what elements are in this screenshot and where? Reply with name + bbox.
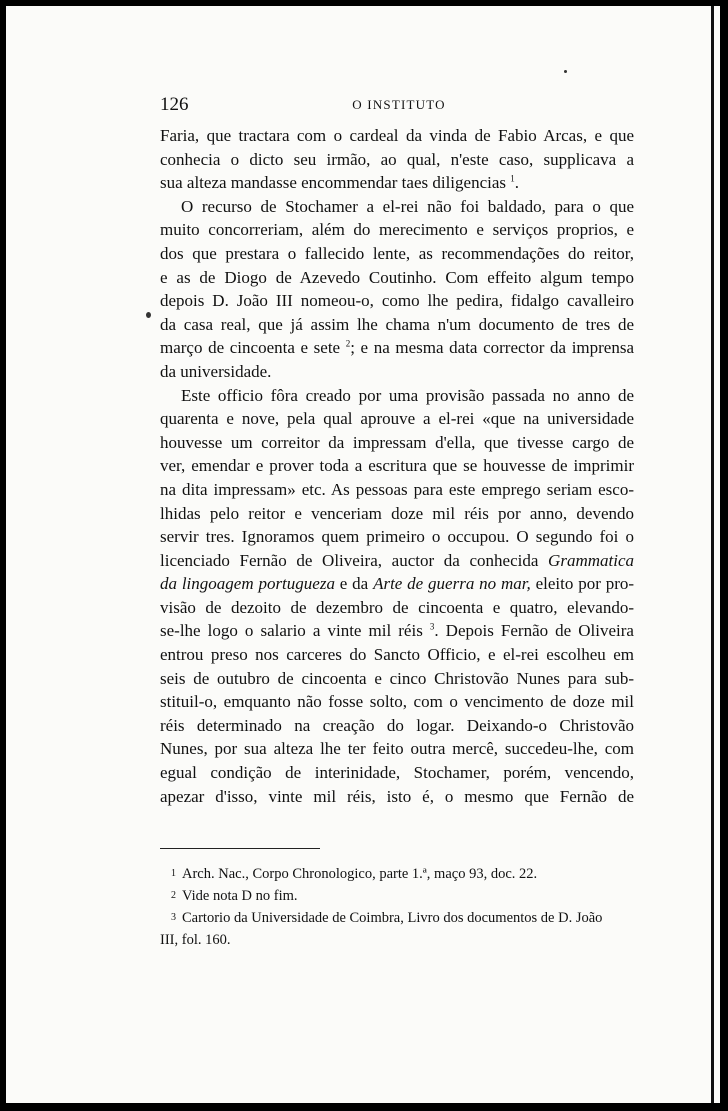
text-segment: sua alteza mandasse encommendar taes diligencias — [160, 173, 506, 193]
footnote-ref: 2 — [345, 338, 351, 349]
footnote-ref: 3 — [429, 621, 435, 632]
text-line: ver, emendar e prover toda a escritura que se houvesse de imprimir — [160, 456, 634, 476]
text-line — [160, 171, 634, 195]
paragraph-2 — [160, 195, 634, 384]
scan-border — [711, 6, 714, 1103]
text-line: entrou preso nos carceres do Sancto Officio, e el-rei escolheu em — [160, 645, 634, 665]
footnote-number: 3 — [171, 912, 176, 923]
text-line — [160, 336, 634, 360]
scan-speck — [146, 312, 151, 318]
text-line: houvesse um correitor da impressam d'ella, que tivesse cargo de — [160, 432, 634, 452]
text-line: visão de dezoito de dezembro de cincoenta e quatro, elevando- — [160, 597, 634, 617]
footnote-text: Vide nota D no fim. — [182, 888, 298, 904]
footnote-text: Cartorio da Universidade de Coimbra, Livro dos documentos de D. João — [182, 910, 603, 926]
footnote-continuation: III, fol. 160. — [160, 932, 231, 948]
text-line: stituil-o, emquanto não fosse solto, com o vencimento de doze mil — [160, 692, 634, 712]
footnote-number: 1 — [171, 868, 176, 879]
page-sheet — [6, 6, 720, 1103]
text-line: quarenta e nove, pela qual aprouve a el-rei «que na universidade — [160, 409, 634, 429]
text-line: e as de Diogo de Azevedo Coutinho. Com effeito algum tempo — [160, 267, 634, 287]
text-line: depois D. João III nomeou-o, como lhe pedira, fidalgo cavalleiro — [160, 291, 634, 311]
text-segment: . — [514, 173, 519, 193]
italic-title: Grammatica — [548, 550, 634, 570]
text-line: Nunes, por sua alteza lhe ter feito outra mercê, succedeu-lhe, com — [160, 739, 634, 759]
italic-title: Arte de guerra no mar, — [373, 574, 531, 594]
text-segment: licenciado Fernão de Oliveira, auctor da conhecida — [160, 550, 539, 570]
text-line: apezar d'isso, vinte mil réis, isto é, o mesmo que Fernão de — [160, 786, 634, 806]
body-text — [160, 124, 634, 808]
text-line: na dita impressam» etc. As pessoas para este emprego seriam esco- — [160, 479, 634, 499]
text-line: da casa real, que já assim lhe chama n'um documento de tres de — [160, 314, 634, 334]
scan-speck — [564, 70, 567, 73]
italic-title: da lingoagem portugueza — [160, 574, 335, 594]
footnote — [160, 885, 634, 907]
text-line: Este officio fôra creado por uma provisão passada no anno de — [181, 385, 634, 405]
footnote-ref: 1 — [510, 173, 515, 184]
footnote-text: Arch. Nac., Corpo Chronologico, parte 1.ª, maço 93, doc. 22. — [182, 866, 538, 882]
text-segment: e da — [334, 574, 374, 594]
paragraph-3 — [160, 384, 634, 809]
footnotes — [160, 863, 634, 951]
text-line: servir tres. Ignoramos quem primeiro o occupou. O segundo foi o — [160, 527, 634, 547]
text-segment: março de cincoenta e sete — [160, 338, 341, 358]
text-line: muito concorreriam, além do merecimento e serviços proprios, e — [160, 220, 634, 240]
text-line: réis determinado na creação do logar. Deixando-o Christovão — [160, 715, 634, 735]
text-segment: se-lhe logo o salario a vinte mil réis — [160, 621, 423, 641]
footnote — [160, 907, 634, 929]
text-line — [160, 549, 634, 573]
page-number: 126 — [160, 94, 189, 115]
footnote-number: 2 — [171, 890, 176, 901]
text-line — [160, 619, 634, 643]
text-line: seis de outubro de cincoenta e cinco Christovão Nunes para sub- — [160, 668, 634, 688]
text-line: Faria, que tractara com o cardeal da vinda de Fabio Arcas, e que — [160, 126, 634, 145]
text-segment: eleito por pro- — [530, 574, 635, 594]
text-line: dos que prestara o fallecido lente, as recommendações do reitor, — [160, 243, 634, 263]
running-title: O INSTITUTO — [352, 97, 446, 112]
text-segment: . Depois Fernão de Oliveira — [434, 621, 634, 641]
text-line: conhecia o dicto seu irmão, ao qual, n'este caso, supplicava a — [160, 149, 634, 169]
text-line: O recurso de Stochamer a el-rei não foi baldado, para o que — [181, 196, 634, 216]
text-line: egual condição de interinidade, Stochamer, porém, vencendo, — [160, 763, 634, 783]
paragraph-1 — [160, 124, 634, 195]
footnote — [160, 863, 634, 885]
footnote-divider — [160, 848, 320, 849]
text-line — [160, 572, 634, 596]
text-line: da universidade. — [160, 361, 272, 381]
text-line: lhidas pelo reitor e venceriam doze mil réis por anno, devendo — [160, 503, 634, 523]
text-segment: ; e na mesma data corrector da imprensa — [350, 338, 635, 358]
page-header — [160, 94, 638, 120]
